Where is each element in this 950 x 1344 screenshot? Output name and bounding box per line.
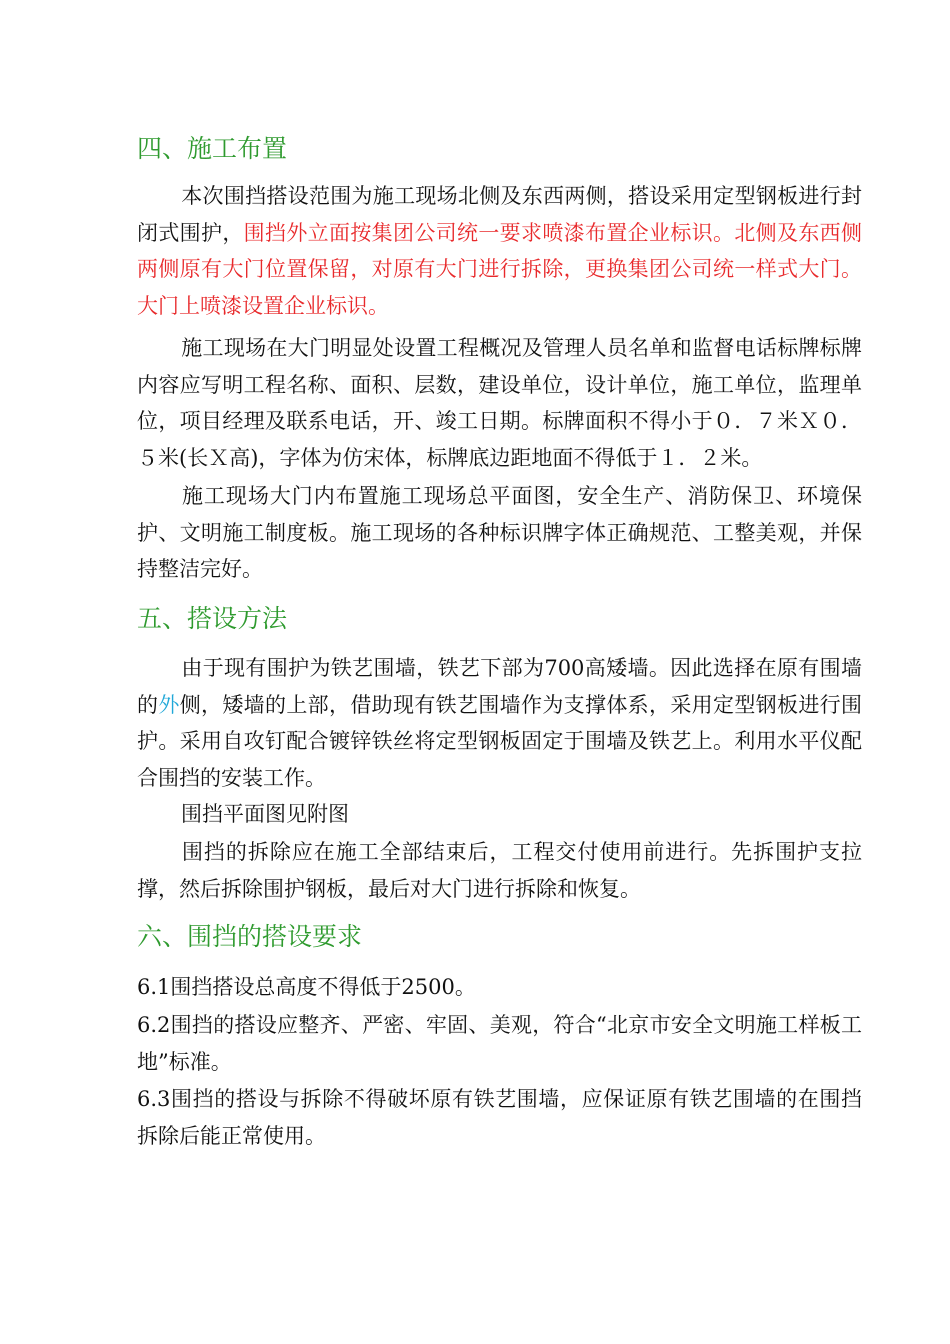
section-5-paragraph-3-text: 围挡的拆除应在施工全部结束后，工程交付使用前进行。先拆围护支拉撑，然后拆除围护钢板，最后对大门进行拆除和恢复。 <box>137 840 862 901</box>
section-4-paragraph-3 <box>137 478 862 588</box>
section-4-paragraph-1-text: 本次围挡搭设范围为施工现场北侧及东西两侧，搭设采用定型钢板进行封闭式围护， <box>137 184 862 245</box>
section-6-heading: 六、围挡的搭设要求 <box>137 922 363 951</box>
section-4-paragraph-3-text: 施工现场大门内布置施工现场总平面图，安全生产、消防保卫、环境保护、文明施工制度板。施工现场的各种标识牌字体正确规范、工整美观，并保持整洁完好。 <box>137 484 862 581</box>
section-5-paragraph-1-text-a: 由于现有围护为铁艺围墙，铁艺下部为700高矮墙。因此选择在原有围墙的 <box>137 656 862 717</box>
section-6-item-3: 6.3围挡的搭设与拆除不得破坏原有铁艺围墙，应保证原有铁艺围墙的在围挡拆除后能正常使用。 <box>137 1087 862 1148</box>
section-4-heading: 四、施工布置 <box>137 134 288 163</box>
section-4-paragraph-2-text: 施工现场在大门明显处设置工程概况及管理人员名单和监督电话标牌标牌内容应写明工程名称、面积、层数，建设单位，设计单位，施工单位，监理单位，项目经理及联系电话，开、竣工日期。标牌面积不得小于０．７米Ｘ０．５米(长Ｘ高)，字体为仿宋体，标牌底边距地面不得低于１．２米。 <box>137 336 862 470</box>
section-5-paragraph-2: 围挡平面图见附图 <box>181 802 349 826</box>
section-5-paragraph-3 <box>137 834 862 907</box>
section-5-paragraph-1-highlight: 外 <box>158 692 180 717</box>
section-6-item-1: 6.1围挡搭设总高度不得低于2500。 <box>137 975 476 999</box>
section-4-paragraph-1-highlight: 围挡外立面按集团公司统一要求喷漆布置企业标识。北侧及东西侧两侧原有大门位置保留，对原有大门进行拆除，更换集团公司统一样式大门。大门上喷漆设置企业标识。 <box>137 220 863 318</box>
section-4-paragraph-2 <box>137 330 862 476</box>
section-6-item-2: 6.2围挡的搭设应整齐、严密、牢固、美观，符合“北京市安全文明施工样板工地”标准。 <box>137 1013 862 1074</box>
section-5-paragraph-1-text-c: 侧，矮墙的上部，借助现有铁艺围墙作为支撑体系，采用定型钢板进行围护。采用自攻钉配合镀锌铁丝将定型钢板固定于围墙及铁艺上。利用水平仪配合围挡的安装工作。 <box>137 692 863 790</box>
section-5-paragraph-1 <box>137 650 862 796</box>
section-5-heading: 五、搭设方法 <box>137 604 288 633</box>
section-4-paragraph-1 <box>137 178 862 324</box>
